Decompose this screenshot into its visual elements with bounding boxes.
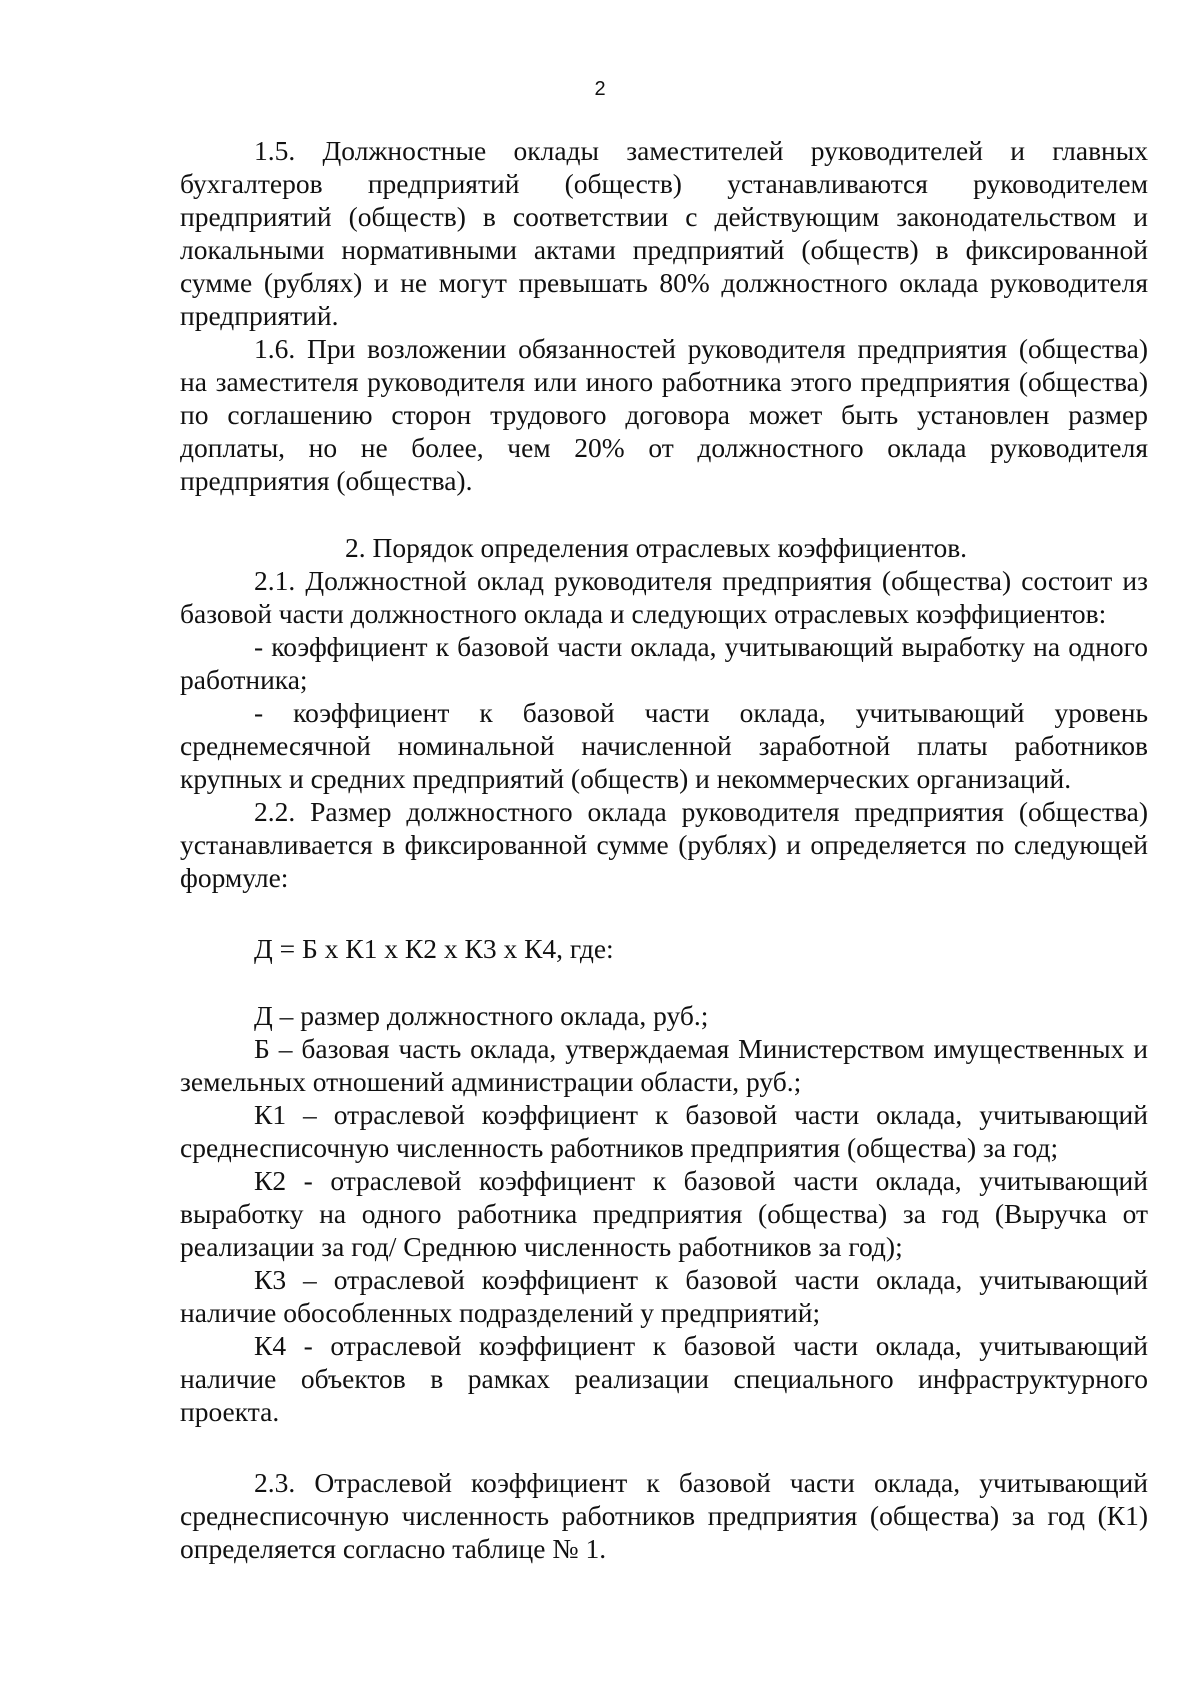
spacer xyxy=(180,894,1148,932)
paragraph-2-3: 2.3. Отраслевой коэффициент к базовой части оклада, учитывающий среднесписочную численность работников предприятия (общества) за год (К1) определяется согласно таблице № 1. xyxy=(180,1467,1148,1564)
salary-formula: Д = Б х К1 х К2 х К3 х К4, где: xyxy=(254,933,614,964)
definition-b: Б – базовая часть оклада, утверждаемая Министерством имущественных и земельных отношений администрации области, руб.; xyxy=(180,1033,1148,1097)
section-2-heading: 2. Порядок определения отраслевых коэффициентов. xyxy=(345,532,968,563)
definition-k3: К3 – отраслевой коэффициент к базовой части оклада, учитывающий наличие обособленных подразделений у предприятий; xyxy=(180,1264,1148,1328)
definition-d: Д – размер должностного оклада, руб.; xyxy=(254,1000,709,1031)
definition-k2: К2 - отраслевой коэффициент к базовой части оклада, учитывающий выработку на одного работника предприятия (общества) за год (Выручка от реализации за год/ Среднюю численность работников за год); xyxy=(180,1165,1148,1262)
spacer xyxy=(180,965,1148,999)
paragraph-2-1-item-1: - коэффициент к базовой части оклада, учитывающий выработку на одного работника; xyxy=(180,631,1148,695)
page-number: 2 xyxy=(594,78,606,100)
paragraph-2-1: 2.1. Должностной оклад руководителя предприятия (общества) состоит из базовой части должностного оклада и следующих отраслевых коэффициентов: xyxy=(180,565,1148,629)
paragraph-1-5: 1.5. Должностные оклады заместителей руководителей и главных бухгалтеров предприятий (обществ) устанавливаются руководителем предприятий (обществ) в соответствии с действующим законодательством и локальными нормативными актами предприятий (обществ) в фиксированной сумме (рублях) и не могут превышать 80% должностного оклада руководителя предприятий. xyxy=(180,135,1148,331)
paragraph-2-1-item-2: - коэффициент к базовой части оклада, учитывающий уровень среднемесячной номинальной начисленной заработной платы работников крупных и средних предприятий (обществ) и некоммерческих организаций. xyxy=(180,697,1148,794)
paragraph-1-6: 1.6. При возложении обязанностей руководителя предприятия (общества) на заместителя руководителя или иного работника этого предприятия (общества) по соглашению сторон трудового договора может быть установлен размер доплаты, но не более, чем 20% от должностного оклада руководителя предприятия (общества). xyxy=(180,333,1148,496)
paragraph-2-2: 2.2. Размер должностного оклада руководителя предприятия (общества) устанавливается в фиксированной сумме (рублях) и определяется по следующей формуле: xyxy=(180,796,1148,893)
spacer xyxy=(180,497,1148,531)
document-body xyxy=(180,134,1148,1565)
definition-k4: К4 - отраслевой коэффициент к базовой части оклада, учитывающий наличие объектов в рамках реализации специального инфраструктурного проекта. xyxy=(180,1330,1148,1427)
definition-k1: К1 – отраслевой коэффициент к базовой части оклада, учитывающий среднесписочную численность работников предприятия (общества) за год; xyxy=(180,1099,1148,1163)
spacer xyxy=(180,1428,1148,1466)
